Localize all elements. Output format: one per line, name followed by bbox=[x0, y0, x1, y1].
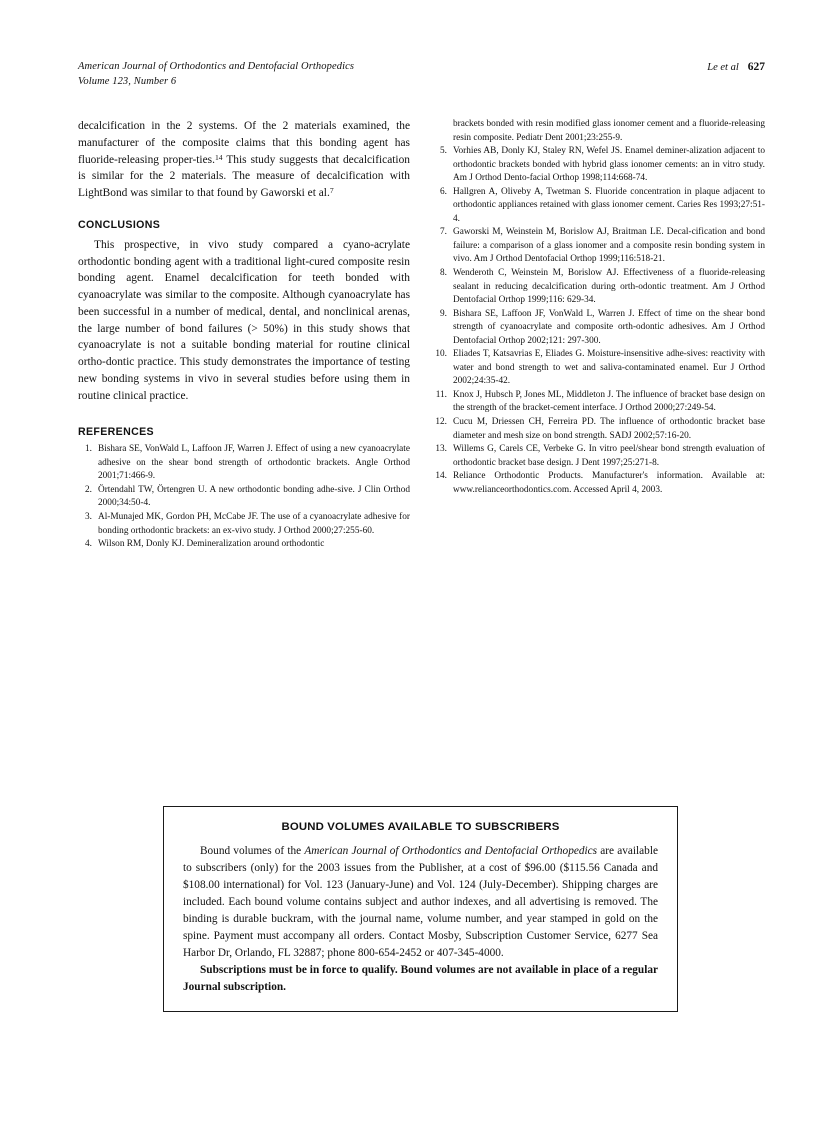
reference-text: Bishara SE, VonWald L, Laffoon JF, Warren J. Effect of using a new cyanoacrylate adhesive on the shear bond strength of orthodontic brackets. Angle Orthod 2001;71:466-9. bbox=[98, 444, 410, 482]
reference-number: 2. bbox=[85, 484, 92, 495]
reference-text: Cucu M, Driessen CH, Ferreira PD. The influence of orthodontic bracket base diameter and mesh size on bond strength. SADJ 2002;57:16-20. bbox=[453, 417, 765, 441]
reference-number: 13. bbox=[435, 444, 447, 455]
continued-paragraph-part1: decalcification in the 2 systems. Of the 2 materials examined, the manufacturer of the composite claims that this bonding agent has fluoride-releasing proper-ties. bbox=[78, 120, 410, 166]
continued-paragraph-part2: This study suggests that decalcification is similar for the 2 materials. The measure of decalcification with LightBond was similar to that found by Gaworski et al. bbox=[78, 153, 410, 199]
reference-number: 4. bbox=[85, 539, 92, 550]
reference-item bbox=[433, 416, 765, 443]
reference-number: 14. bbox=[435, 471, 447, 482]
reference-item bbox=[78, 538, 410, 552]
reference-text: Eliades T, Katsavrias E, Eliades G. Moisture-insensitive adhe-sives: reactivity with water and bond strength to wet and saliva-contaminated enamel. Eur J Orthod 2002;24:35-42. bbox=[453, 349, 765, 387]
reference-item bbox=[433, 226, 765, 267]
announcement-body-part1: Bound volumes of the bbox=[200, 845, 305, 857]
reference-text: Vorhies AB, Donly KJ, Staley RN, Wefel JS. Enamel deminer-alization adjacent to orthodontic brackets bonded with hybrid glass ionomer cements: an in vitro study. Am J Orthod Dento-facial Orthop 1998;114:668-74. bbox=[453, 146, 765, 184]
left-column bbox=[78, 118, 410, 552]
reference-text: Hallgren A, Oliveby A, Twetman S. Fluoride concentration in plaque adjacent to orthodontic appliances retained with glass ionomer cement. Caries Res 1993;27:51-4. bbox=[453, 186, 765, 224]
reference-number: 12. bbox=[435, 417, 447, 428]
reference-text: Knox J, Hubsch P, Jones ML, Middleton J. The influence of bracket base design on the strength of the bracket-cement interface. J Orthod 2000;27:249-54. bbox=[453, 389, 765, 414]
reference-text: Wilson RM, Donly KJ. Demineralization around orthodontic bbox=[98, 539, 325, 550]
reference-item bbox=[78, 484, 410, 511]
reference-text: Bishara SE, Laffoon JF, VonWald L, Warren J. Effect of time on the shear bond strength of cyanoacrylate and composite orth-odontic adhesives. Am J Orthod Dentofacial Orthop 2002;121: 297-300. bbox=[453, 308, 765, 346]
conclusions-heading: CONCLUSIONS bbox=[78, 218, 161, 231]
reference-text: Örtendahl TW, Örtengren U. A new orthodontic bonding adhe-sive. J Clin Orthod 2000;34:50-4. bbox=[98, 484, 410, 509]
reference-item bbox=[433, 186, 765, 227]
reference-item bbox=[433, 267, 765, 308]
running-head-authors: Le et al bbox=[707, 62, 739, 73]
running-head bbox=[78, 60, 765, 94]
reference-item bbox=[433, 389, 765, 416]
running-head-right bbox=[707, 60, 765, 76]
reference-text: Willems G, Carels CE, Verbeke G. In vitro peel/shear bond strength evaluation of orthodontic bracket base design. J Dent 1997;25:271-8. bbox=[453, 444, 765, 468]
reference-number: 1. bbox=[85, 444, 92, 455]
reference-item bbox=[433, 470, 765, 497]
reference-text: Gaworski M, Weinstein M, Borislow AJ, Braitman LE. Decal-cification and bond failure: a comparison of a glass ionomer and a composite resin bonding system in vivo. Am J Orthod Dentofacial Orthop 1999;116:518-21. bbox=[453, 227, 765, 265]
citation-superscript-7: 7 bbox=[329, 185, 334, 195]
announcement-body-part2: are available to subscribers (only) for the 2003 issues from the Publisher, at a cost of $96.00 ($115.56 Canada and $108.00 international) for Vol. 123 (January-June) and Vol. 124 (July-December). Shipping charges are included. Each bound volume contains subject and author indexes, and all advertising is removed. The binding is durable buckram, with the journal name, volume number, and year stamped in gold on the spine. Payment must accompany all orders. Contact Mosby, Subscription Customer Service, 6277 Sea Harbor Dr, Orlando, FL 32887; phone 800-654-2452 or 407-345-4000. bbox=[183, 845, 658, 959]
reference-item bbox=[78, 511, 410, 538]
reference-text: Al-Munajed MK, Gordon PH, McCabe JF. The use of a cyanoacrylate adhesive for bonding orthodontic brackets: an ex-vivo study. J Orthod 2000;27:255-60. bbox=[98, 511, 410, 536]
reference-item bbox=[433, 308, 765, 349]
reference-item bbox=[433, 348, 765, 389]
reference-text: Reliance Orthodontic Products. Manufacturer's information. Available at: www.relianceorthodontics.com. Accessed April 4, 2003. bbox=[453, 471, 765, 495]
page-number: 627 bbox=[747, 61, 765, 73]
reference-number: 11. bbox=[435, 389, 447, 400]
announcement-bold-note: Subscriptions must be in force to qualify. Bound volumes are not available in place of a regular Journal subscription. bbox=[183, 964, 658, 993]
reference-text: Wenderoth C, Weinstein M, Borislow AJ. Effectiveness of a fluoride-releasing sealant in reducing decalcification during orth-odontic treatment. Am J Orthod Dentofacial Orthop 1999;116: 629-34. bbox=[453, 268, 765, 306]
reference-item bbox=[433, 145, 765, 186]
reference-4-continuation: brackets bonded with resin modified glass ionomer cement and a fluoride-releasing resin composite. Pediatr Dent 2001;23:255-9. bbox=[453, 119, 765, 143]
announcement-title: BOUND VOLUMES AVAILABLE TO SUBSCRIBERS bbox=[281, 821, 560, 833]
reference-number: 9. bbox=[440, 308, 447, 319]
reference-number: 7. bbox=[440, 227, 447, 238]
reference-number: 5. bbox=[440, 146, 447, 157]
right-column bbox=[433, 118, 765, 497]
announcement-box bbox=[163, 806, 678, 1012]
reference-item bbox=[78, 443, 410, 484]
conclusions-paragraph: This prospective, in vivo study compared a cyano-acrylate orthodontic bonding agent with a traditional light-cured composite resin bonding agent. Enamel decalcification for teeth bonded with cyanoacrylate was similar to the composite. Although cyanoacrylate has been successful in a number of medical, dental, and nonclinical arenas, the large number of bond failures (> 50%) in this study shows that cyanoacrylate is not a suitable bonding material for routine clinical ortho-dontic practice. This study demonstrates the importance of testing new bonding systems in vivo in several studies before using them in routine clinical practice. bbox=[78, 238, 410, 402]
announcement-body bbox=[183, 843, 658, 962]
volume-issue: Volume 123, Number 6 bbox=[78, 75, 177, 87]
reference-number: 6. bbox=[440, 186, 447, 197]
citation-superscript-14: 14 bbox=[214, 152, 223, 162]
reference-number: 8. bbox=[440, 268, 447, 279]
reference-item bbox=[433, 443, 765, 470]
continued-paragraph bbox=[78, 118, 410, 202]
reference-number: 10. bbox=[435, 349, 447, 360]
announcement-journal-name: American Journal of Orthodontics and Dentofacial Orthopedics bbox=[304, 845, 598, 857]
reference-number: 3. bbox=[85, 511, 92, 522]
journal-title: American Journal of Orthodontics and Dentofacial Orthopedics bbox=[78, 61, 355, 72]
references-heading: REFERENCES bbox=[78, 426, 154, 439]
running-head-journal bbox=[78, 60, 354, 89]
reference-list-right bbox=[433, 145, 765, 497]
reference-list-left bbox=[78, 443, 410, 551]
